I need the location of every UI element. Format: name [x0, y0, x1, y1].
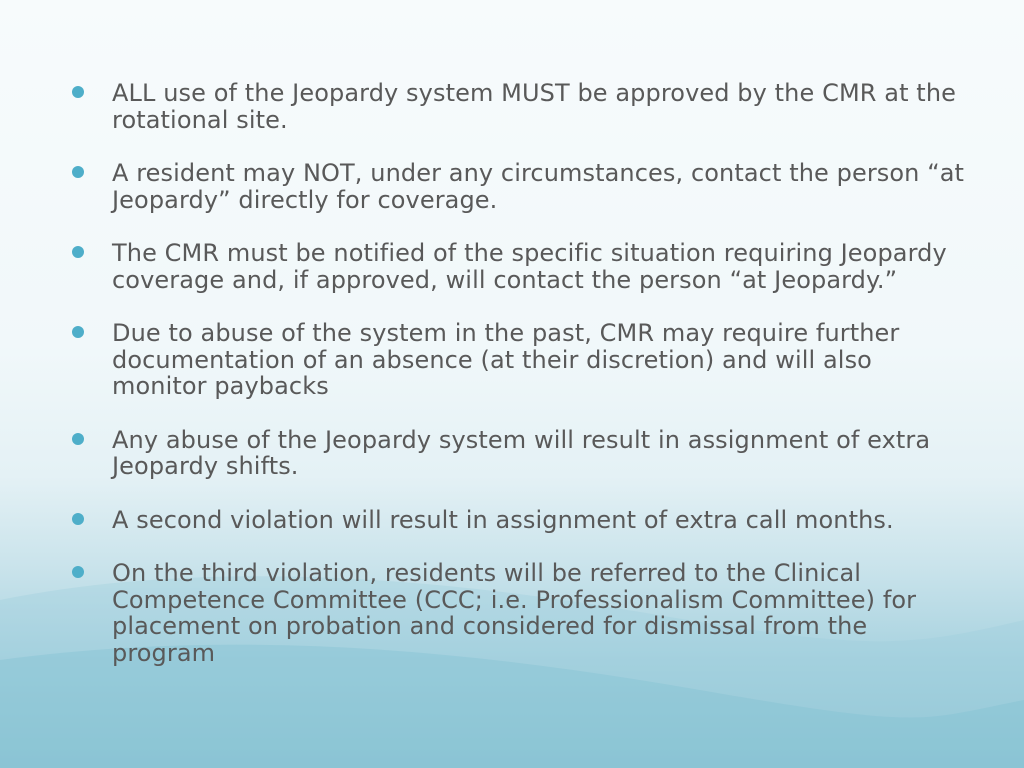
bullet-item-notify-cmr	[72, 240, 972, 293]
bullet-text: ALL use of the Jeopardy system MUST be approved by the CMR at the rotational site.	[112, 79, 956, 134]
bullet-dot-icon	[72, 246, 84, 258]
bullet-text: The CMR must be notified of the specific situation requiring Jeopardy coverage and, if approved, will contact the person “at Jeopardy.”	[112, 239, 947, 294]
bullet-item-third-violation	[72, 560, 972, 666]
bullet-item-no-direct-contact	[72, 160, 972, 213]
bullet-text: A second violation will result in assignment of extra call months.	[112, 505, 894, 534]
bullet-text: A resident may NOT, under any circumstances, contact the person “at Jeopardy” directly for coverage.	[112, 159, 965, 214]
bullet-dot-icon	[72, 433, 84, 445]
bullet-text: Due to abuse of the system in the past, CMR may require further documentation of an absence (at their discretion) and will also monitor paybacks	[112, 319, 900, 400]
bullet-item-approval	[72, 80, 972, 133]
bullet-item-second-violation	[72, 507, 972, 534]
bullet-item-documentation	[72, 320, 972, 400]
bullet-list	[72, 80, 972, 666]
bullet-dot-icon	[72, 566, 84, 578]
bullet-dot-icon	[72, 86, 84, 98]
bullet-dot-icon	[72, 326, 84, 338]
bullet-text: On the third violation, residents will be referred to the Clinical Competence Committee (CCC; i.e. Professionalism Committee) for placement on probation and considered for dismissal from the program	[112, 559, 917, 667]
bullet-item-abuse	[72, 427, 972, 480]
bullet-dot-icon	[72, 166, 84, 178]
bullet-dot-icon	[72, 513, 84, 525]
bullet-text: Any abuse of the Jeopardy system will result in assignment of extra Jeopardy shifts.	[112, 425, 931, 480]
